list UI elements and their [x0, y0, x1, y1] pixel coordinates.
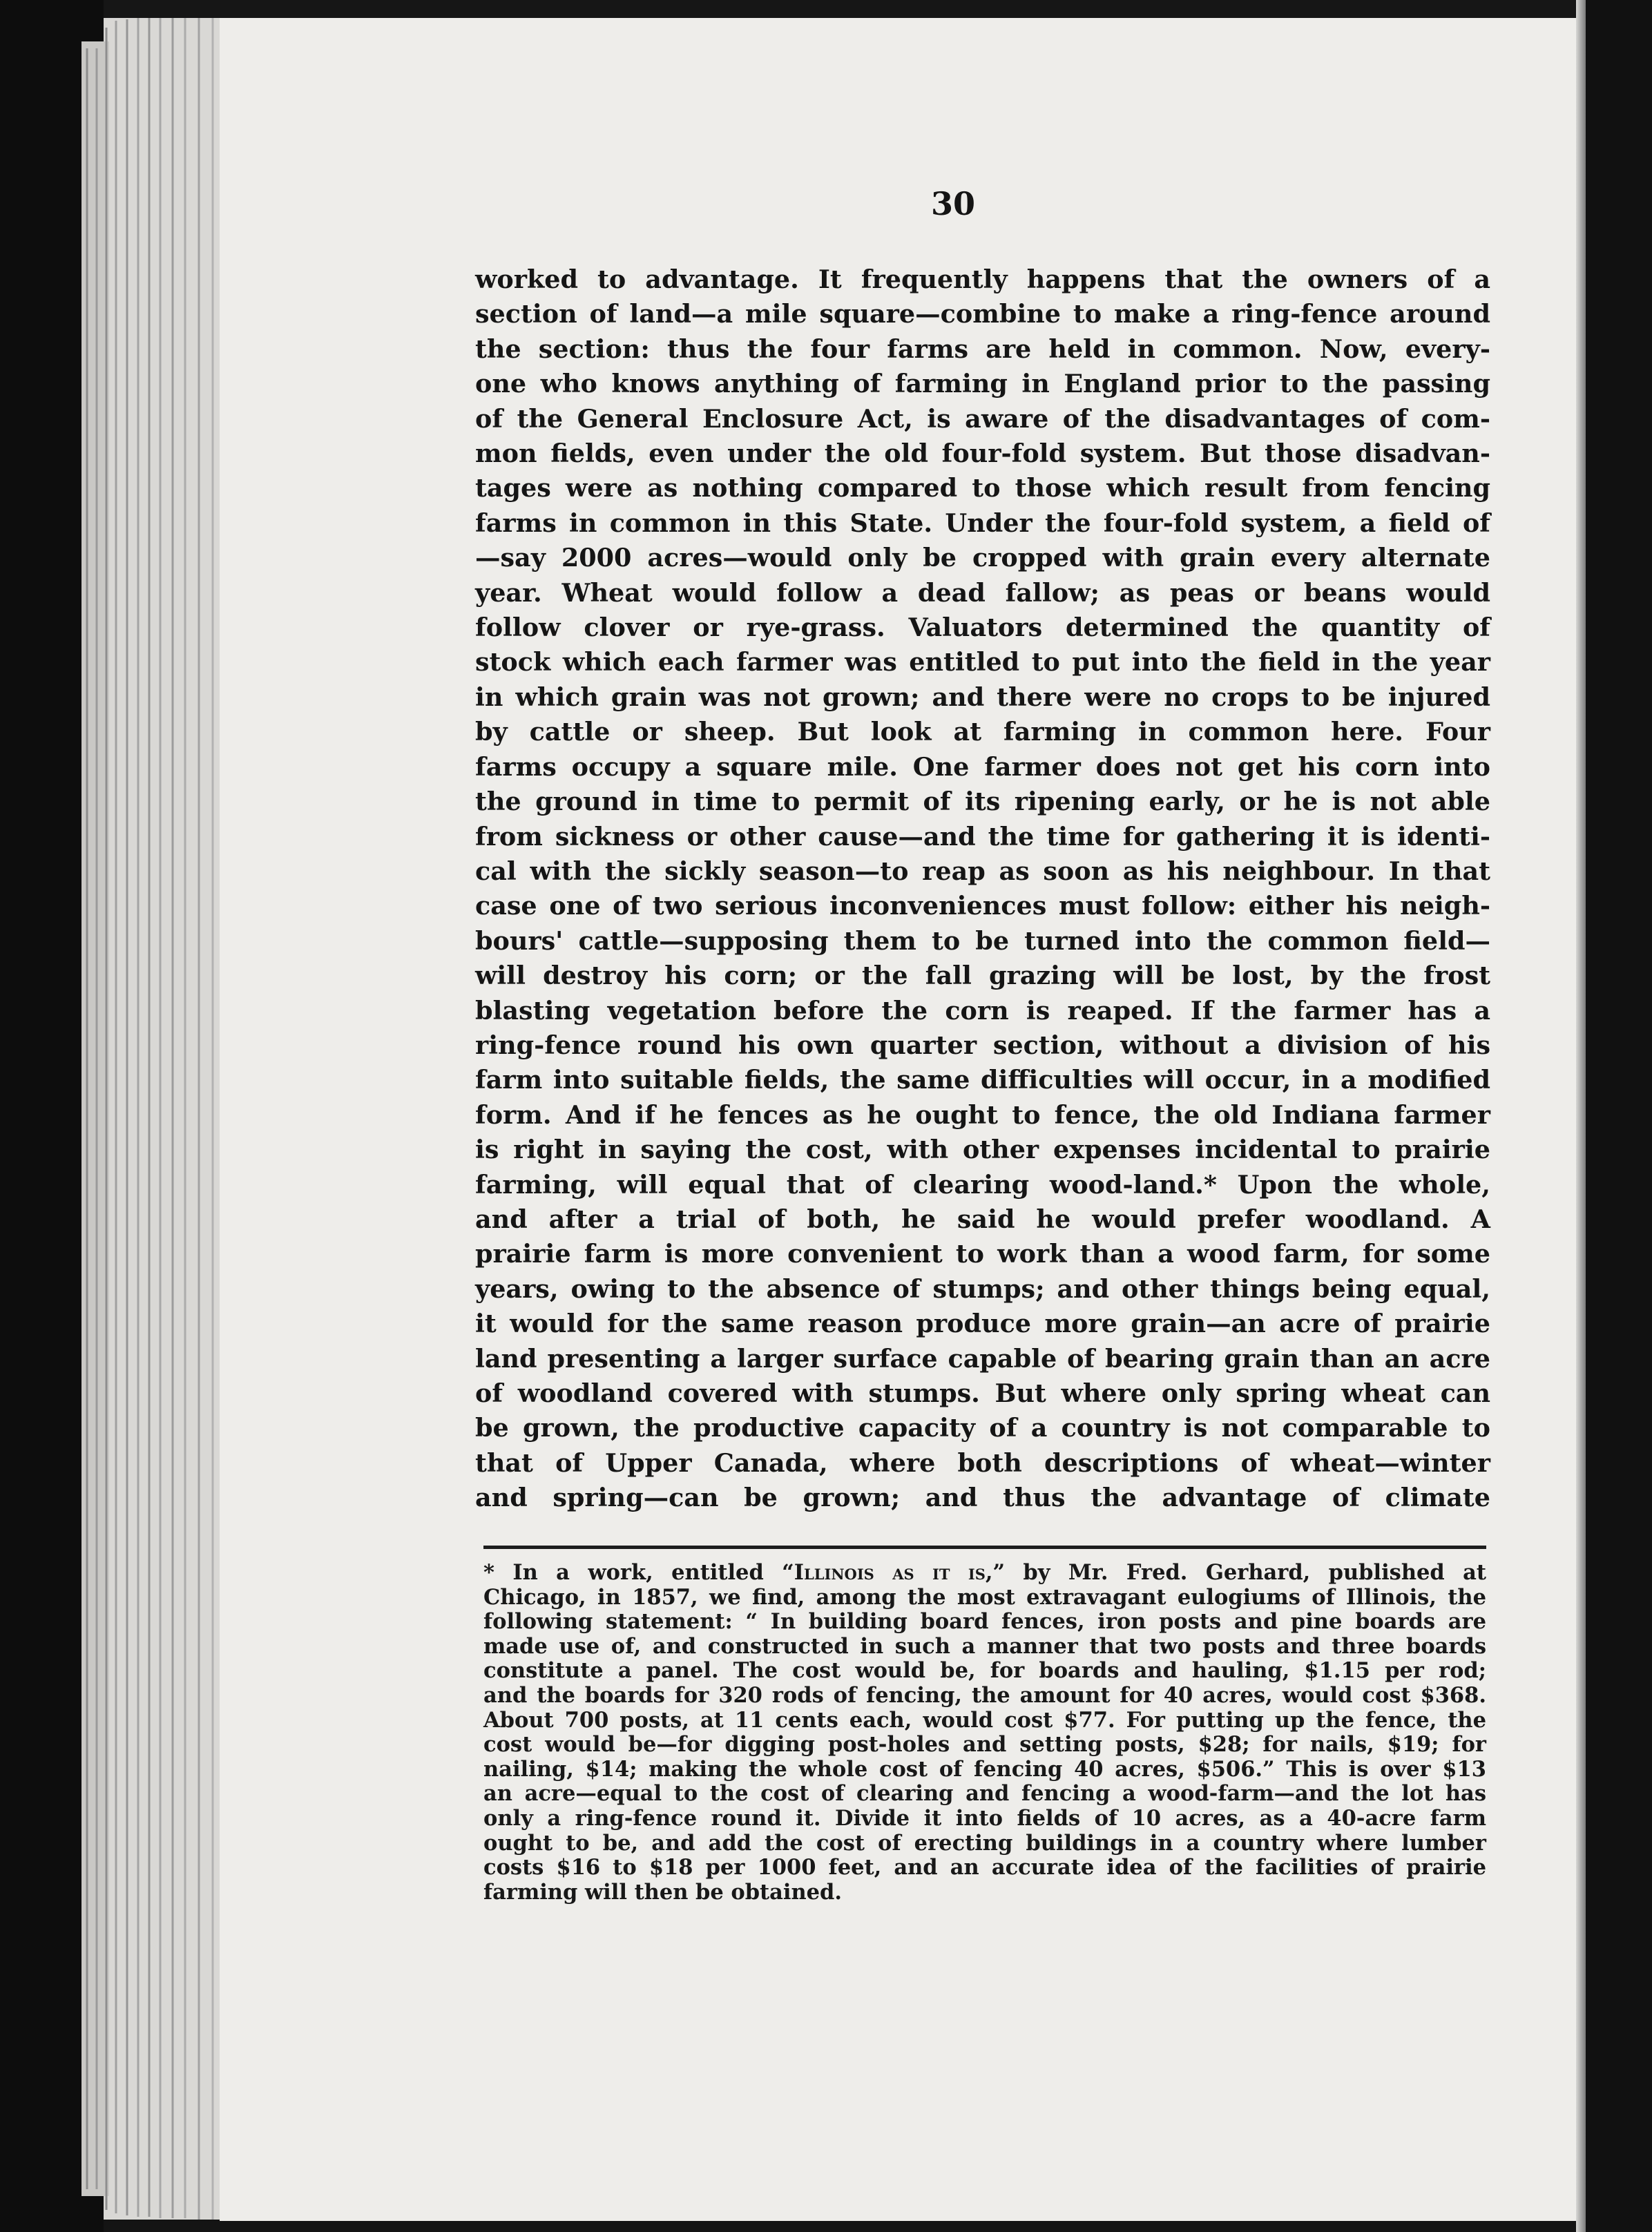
footnote-line: About 700 posts, at 11 cents each, would cost $77. For putting up the fence, the [483, 1707, 1486, 1733]
footnote-line: cost would be—for digging post-holes and setting posts, $28; for nails, $19; for [483, 1732, 1486, 1758]
text-line: stock which each farmer was entitled to put into the field in the year [475, 647, 1490, 677]
text-line: —say 2000 acres—would only be cropped with grain every alternate [475, 543, 1490, 573]
text-line: the ground in time to permit of its ripening early, or he is not able [475, 787, 1490, 817]
text-line: be grown, the productive capacity of a country is not comparable to [475, 1413, 1490, 1443]
text-line: prairie farm is more convenient to work than a wood farm, for some [475, 1239, 1490, 1269]
text-line: that of Upper Canada, where both descriptions of wheat—winter [475, 1447, 1490, 1478]
text-line: bours' cattle—supposing them to be turned into the common field— [475, 925, 1490, 956]
text-line: tages were as nothing compared to those which result from fencing [475, 473, 1490, 503]
footnote-rule [483, 1546, 1486, 1549]
body-text [475, 262, 1490, 1516]
text-line: by cattle or sheep. But look at farming in common here. Four [475, 717, 1490, 747]
text-line: from sickness or other cause—and the time for gathering it is identi- [475, 821, 1490, 852]
text-line: of woodland covered with stumps. But where only spring wheat can [475, 1378, 1490, 1408]
page-number: 30 [930, 185, 975, 222]
footnote [483, 1561, 1486, 1905]
text-line: will destroy his corn; or the fall grazing will be lost, by the frost [475, 961, 1490, 991]
text-line: case one of two serious inconveniences must follow: either his neigh- [475, 891, 1490, 921]
text-line: farms occupy a square mile. One farmer does not get his corn into [475, 751, 1490, 782]
footnote-line: only a ring-fence round it. Divide it into fields of 10 acres, as a 40-acre farm [483, 1805, 1486, 1831]
footnote-marker: * In a work, entitled “ [483, 1560, 794, 1585]
text-line: of the General Enclosure Act, is aware of the disadvantages of com- [475, 403, 1490, 434]
footnote-line: ought to be, and add the cost of erecting buildings in a country where lumber [483, 1830, 1486, 1856]
footnote-line: farming will then be obtained. [483, 1879, 843, 1905]
footnote-line: following statement: “ In building board fences, iron posts and pine boards are [483, 1609, 1486, 1635]
text-line: is right in saying the cost, with other expenses incidental to prairie [475, 1135, 1490, 1165]
text-line: farm into suitable fields, the same difficulties will occur, in a modified [475, 1065, 1490, 1095]
footnote-line: constitute a panel. The cost would be, for boards and hauling, $1.15 per rod; [483, 1658, 1486, 1684]
text-line: and after a trial of both, he said he would prefer woodland. A [475, 1204, 1490, 1234]
text-line: land presenting a larger surface capable of bearing grain than an acre [475, 1343, 1490, 1374]
footnote-line: costs $16 to $18 per 1000 feet, and an accurate idea of the facilities of prairie [483, 1855, 1486, 1880]
text-line: year. Wheat would follow a dead fallow; as peas or beans would [475, 577, 1490, 608]
text-line: ring-fence round his own quarter section, without a division of his [475, 1030, 1490, 1060]
text-line: it would for the same reason produce more grain—an acre of prairie [475, 1309, 1490, 1339]
scanner-border [1586, 0, 1652, 2232]
text-line: farming, will equal that of clearing wood-land.* Upon the whole, [475, 1169, 1490, 1200]
text-line: follow clover or rye-grass. Valuators determined the quantity of [475, 613, 1490, 643]
text-line: in which grain was not grown; and there were no crops to be injured [475, 682, 1490, 712]
footnote-text: ,” by Mr. Fred. Gerhard, published at [985, 1560, 1486, 1585]
text-line: blasting vegetation before the corn is reaped. If the farmer has a [475, 995, 1490, 1026]
text-line: one who knows anything of farming in England prior to the passing [475, 369, 1490, 399]
text-line: cal with the sickly season—to reap as soon as his neighbour. In that [475, 856, 1490, 886]
text-line: and spring—can be grown; and thus the advantage of climate [475, 1483, 1490, 1513]
footnote-line [483, 1561, 1486, 1586]
footnote-line: an acre—equal to the cost of clearing and fencing a wood-farm—and the lot has [483, 1781, 1486, 1807]
text-line: worked to advantage. It frequently happens that the owners of a [475, 264, 1490, 294]
text-line: form. And if he fences as he ought to fence, the old Indiana farmer [475, 1099, 1490, 1130]
book-title: Illinois as it is [794, 1560, 986, 1585]
footnote-line: and the boards for 320 rods of fencing, the amount for 40 acres, would cost $368. [483, 1682, 1486, 1708]
page-gutter-shadow [1576, 0, 1586, 2232]
text-line: years, owing to the absence of stumps; and other things being equal, [475, 1273, 1490, 1304]
text-line: section of land—a mile square—combine to make a ring-fence around [475, 299, 1490, 329]
text-line: the section: thus the four farms are held in common. Now, every- [475, 334, 1490, 364]
footnote-line: nailing, $14; making the whole cost of fencing 40 acres, $506.” This is over $13 [483, 1756, 1486, 1782]
text-line: farms in common in this State. Under the four-fold system, a field of [475, 508, 1490, 538]
footnote-line: Chicago, in 1857, we find, among the most extravagant eulogiums of Illinois, the [483, 1584, 1486, 1610]
footnote-line: made use of, and constructed in such a manner that two posts and three boards [483, 1633, 1486, 1659]
text-line: mon fields, even under the old four-fold system. But those disadvan- [475, 439, 1490, 469]
